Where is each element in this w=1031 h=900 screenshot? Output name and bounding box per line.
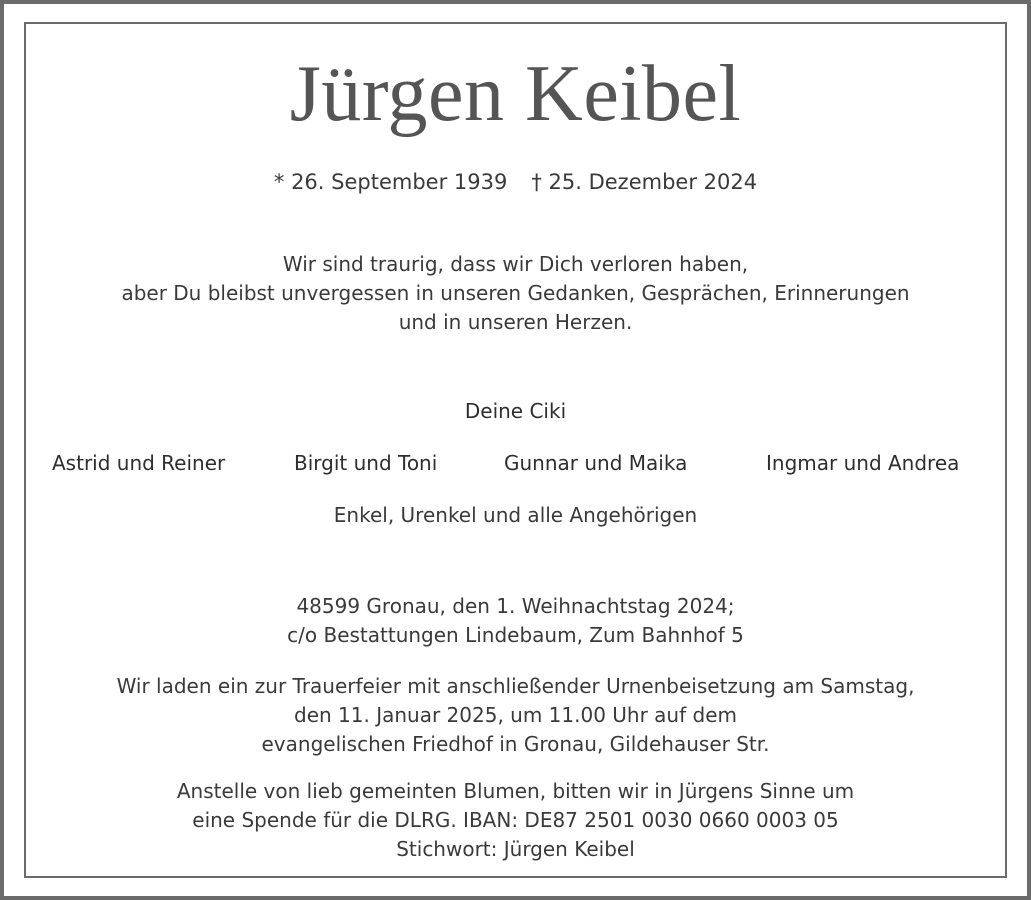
donation-line: eine Spende für die DLRG. IBAN: DE87 2501 0030 0660 0003 05: [192, 808, 839, 832]
quote-line: aber Du bleibst unvergessen in unseren Gedanken, Gesprächen, Erinnerungen: [121, 281, 910, 305]
address-block: [0, 592, 1031, 650]
address-line: c/o Bestattungen Lindebaum, Zum Bahnhof 5: [287, 623, 744, 647]
quote-text: [0, 250, 1031, 337]
death-date: † 25. Dezember 2024: [531, 170, 758, 194]
partner-signature: Deine Ciki: [464, 399, 567, 423]
ceremony-block: [0, 672, 1031, 759]
birth-date: * 26. September 1939: [273, 170, 508, 194]
quote-line: Wir sind traurig, dass wir Dich verloren haben,: [282, 252, 749, 276]
ceremony-line: den 11. Januar 2025, um 11.00 Uhr auf dem: [294, 703, 737, 727]
ceremony-line: evangelischen Friedhof in Gronau, Gildehauser Str.: [261, 732, 770, 756]
mourner-gunnar-maika: Gunnar und Maika: [504, 451, 688, 475]
life-dates: [0, 167, 1031, 197]
donation-line: Anstelle von lieb gemeinten Blumen, bitten wir in Jürgens Sinne um: [176, 779, 855, 803]
ceremony-line: Wir laden ein zur Trauerfeier mit anschließender Urnenbeisetzung am Samstag,: [116, 674, 915, 698]
mourner-astrid-reiner: Astrid und Reiner: [52, 451, 226, 475]
donation-block: [0, 777, 1031, 864]
address-line: 48599 Gronau, den 1. Weihnachtstag 2024;: [296, 594, 735, 618]
relatives-line: Enkel, Urenkel und alle Angehörigen: [333, 503, 698, 527]
mourner-birgit-toni: Birgit und Toni: [294, 451, 438, 475]
deceased-name: Jürgen Keibel: [289, 50, 742, 138]
quote-line: und in unseren Herzen.: [398, 310, 633, 334]
mourner-ingmar-andrea: Ingmar und Andrea: [766, 451, 960, 475]
donation-line: Stichwort: Jürgen Keibel: [396, 837, 635, 861]
